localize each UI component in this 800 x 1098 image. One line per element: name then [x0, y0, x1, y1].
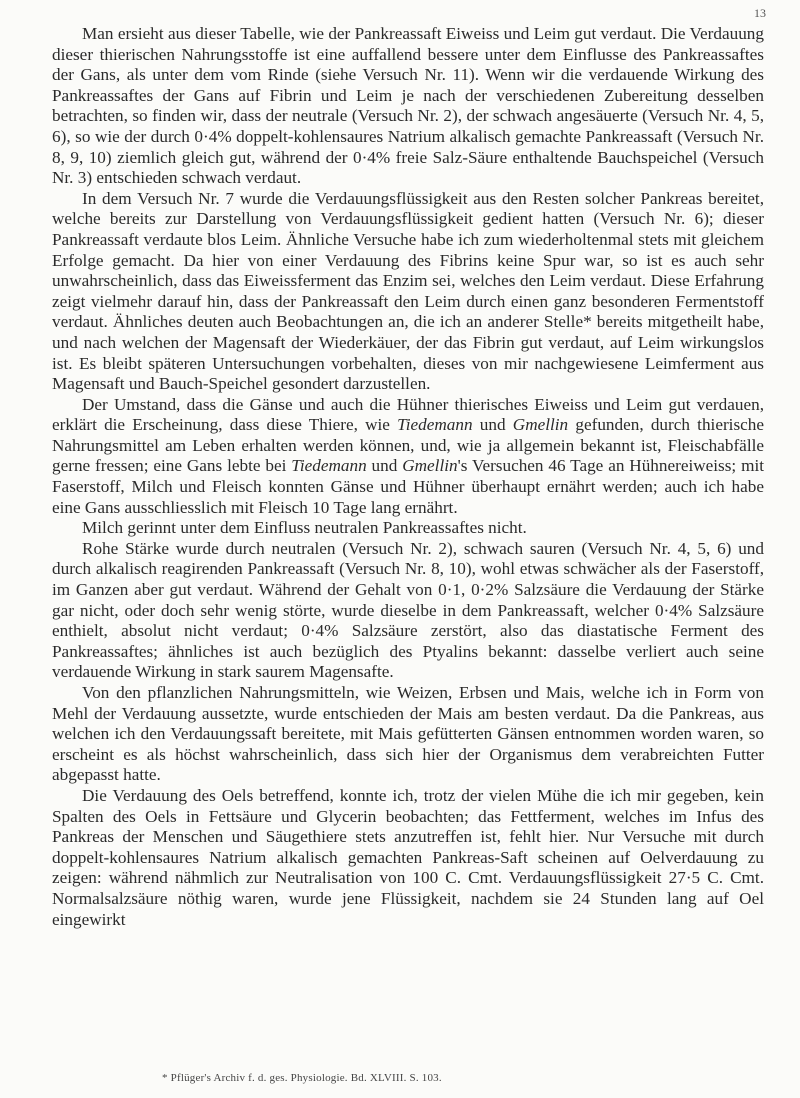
text-run: und — [366, 456, 403, 476]
paragraph — [52, 24, 764, 189]
document-page — [52, 0, 764, 1098]
text-run: In dem Versuch Nr. 7 wurde die Verdauungsflüssigkeit aus den Resten solcher Pankreas bereitet, welche bereits zur Darstellung von Verdauungsflüssigkeit gedient hatten (Versuch Nr. 6); dieser Pankreassaft verdaute blos Leim. Ähnliche Versuche habe ich zum wiederholtenmal stets mit gleichem Erfolge gemacht. Da hier von einer Verdauung des Fibrins keine Spur war, so ist es auch sehr unwahrscheinlich, dass das Eiweissferment das Enzim sei, welches den Leim verdaut. Diese Erfahrung zeigt vielmehr darauf hin, dass der Pankreassaft den Leim durch einen ganz besonderen Fermentstoff verdaut. Ähnliches deuten auch Beobachtungen an, die ich an anderer Stelle* bereits mitgetheilt habe, und nach welchen der Magensaft der Wiederkäuer, der das Fibrin gut verdaut, auf Leim wirkungslos ist. Es bleibt späteren Untersuchungen vorbehalten, dieses von mir nachgewiesene Leimferment aus Magensaft und Bauch-Speichel gesondert darzustellen. — [52, 188, 764, 394]
text-run: gefunden, durch thierische Nahrungsmittel am Leben erhalten werden können, und, wie ja allgemein bekannt ist, Fleischabfälle gerne fressen; eine Gans lebte bei — [52, 415, 764, 476]
author-name: Tiedemann — [397, 415, 473, 435]
paragraph — [52, 539, 764, 683]
paragraph — [52, 518, 764, 539]
paragraph — [52, 683, 764, 786]
text-run: Man ersieht aus dieser Tabelle, wie der Pankreassaft Eiweiss und Leim gut verdaut. Die Verdauung dieser thierischen Nahrungsstoffe ist eine auffallend bessere unter dem Einflusse des Pankreassaftes der Gans, als unter dem vom Rinde (siehe Versuch Nr. 11). Wenn wir die verdauende Wirkung des Pankreassaftes der Gans auf Fibrin und Leim je nach der verschiedenen Zubereitung desselben betrachten, so finden wir, dass der neutrale (Versuch Nr. 2), der schwach angesäuerte (Versuch Nr. 4, 5, 6), so wie der durch 0·4% doppelt-kohlensaures Natrium alkalisch gemachte Pankreassaft (Versuch Nr. 8, 9, 10) ziemlich gleich gut, während der 0·4% freie Salz-Säure enthaltende Bauchspeichel (Versuch Nr. 3) entschieden schwach verdaut. — [52, 24, 764, 188]
paragraph — [52, 395, 764, 519]
body-text — [52, 24, 764, 930]
author-name: Gmellin — [402, 456, 458, 476]
text-run: Rohe Stärke wurde durch neutralen (Versuch Nr. 2), schwach sauren (Versuch Nr. 4, 5, 6) und durch alkalisch reagirenden Pankreassaft (Versuch Nr. 8, 10), wohl etwas schwächer als der Faserstoff, im Ganzen aber gut verdaut. Während der Gehalt von 0·1, 0·2% Salzsäure die Verdauung der Stärke gar nicht, oder doch sehr wenig störte, wurde dieselbe in dem Pankreassaft, welcher 0·4% Salzsäure enthielt, absolut nicht verdaut; 0·4% Salzsäure zerstört, also das diastatische Ferment des Pankreassaftes; ähnliches ist auch bezüglich des Ptyalins bekannt: dasselbe verliert auch seine verdauende Wirkung in stark saurem Magensafte. — [52, 538, 764, 682]
author-name: Gmellin — [512, 415, 569, 435]
author-name: Tiedemann — [291, 456, 367, 476]
text-run: Der Umstand, dass die Gänse und auch die Hühner thierisches Eiweiss und Leim gut verdauen, erklärt die Erscheinung, dass diese Thiere, wie — [52, 394, 764, 435]
text-run: Die Verdauung des Oels betreffend, konnte ich, trotz der vielen Mühe die ich mir gegeben, kein Spalten des Oels in Fettsäure und Glycerin beobachten; das Fettferment, welches im Infus des Pankreas der Menschen und Säugethiere stets anzutreffen ist, fehlt hier. Nur Versuche mit durch doppelt-kohlensaures Natrium alkalisch gemachten Pankreas-Saft scheinen auf Oelverdauung zu zeigen: während nähmlich zur Neutralisation von 100 C. Cmt. Verdauungsflüssigkeit 27·5 C. Cmt. Normalsalzsäure nöthig waren, wurde jene Flüssigkeit, nachdem sie 24 Stunden lang auf Oel eingewirkt — [52, 785, 764, 929]
paragraph — [52, 189, 764, 395]
text-run: Milch gerinnt unter dem Einfluss neutralen Pankreassaftes nicht. — [82, 518, 527, 538]
text-run: 's Versuchen 46 Tage an Hühnereiweiss; mit Faserstoff, Milch und Fleisch konnten Gänse und Hühner überhaupt ernährt werden; auch ich habe eine Gans ausschliesslich mit Fleisch 10 Tage lang ernährt. — [52, 456, 765, 517]
paragraph — [52, 786, 764, 930]
text-run: Von den pflanzlichen Nahrungsmitteln, wie Weizen, Erbsen und Mais, welche ich in Form von Mehl der Verdauung aussetzte, wurde entschieden der Mais am besten verdaut. Da die Pankreas, aus welchen ich den Verdauungssaft bereitete, mit Mais gefütterten Gänsen entnommen worden waren, so erscheint es als höchst wahrscheinlich, dass sich hier der Organismus dem verabreichten Futter abgepasst hatte. — [52, 683, 764, 785]
text-run: und — [472, 415, 513, 435]
footnote: * Pflüger's Archiv f. d. ges. Physiologie. Bd. XLVIII. S. 103. — [162, 1072, 442, 1084]
page-number: 13 — [754, 6, 766, 20]
